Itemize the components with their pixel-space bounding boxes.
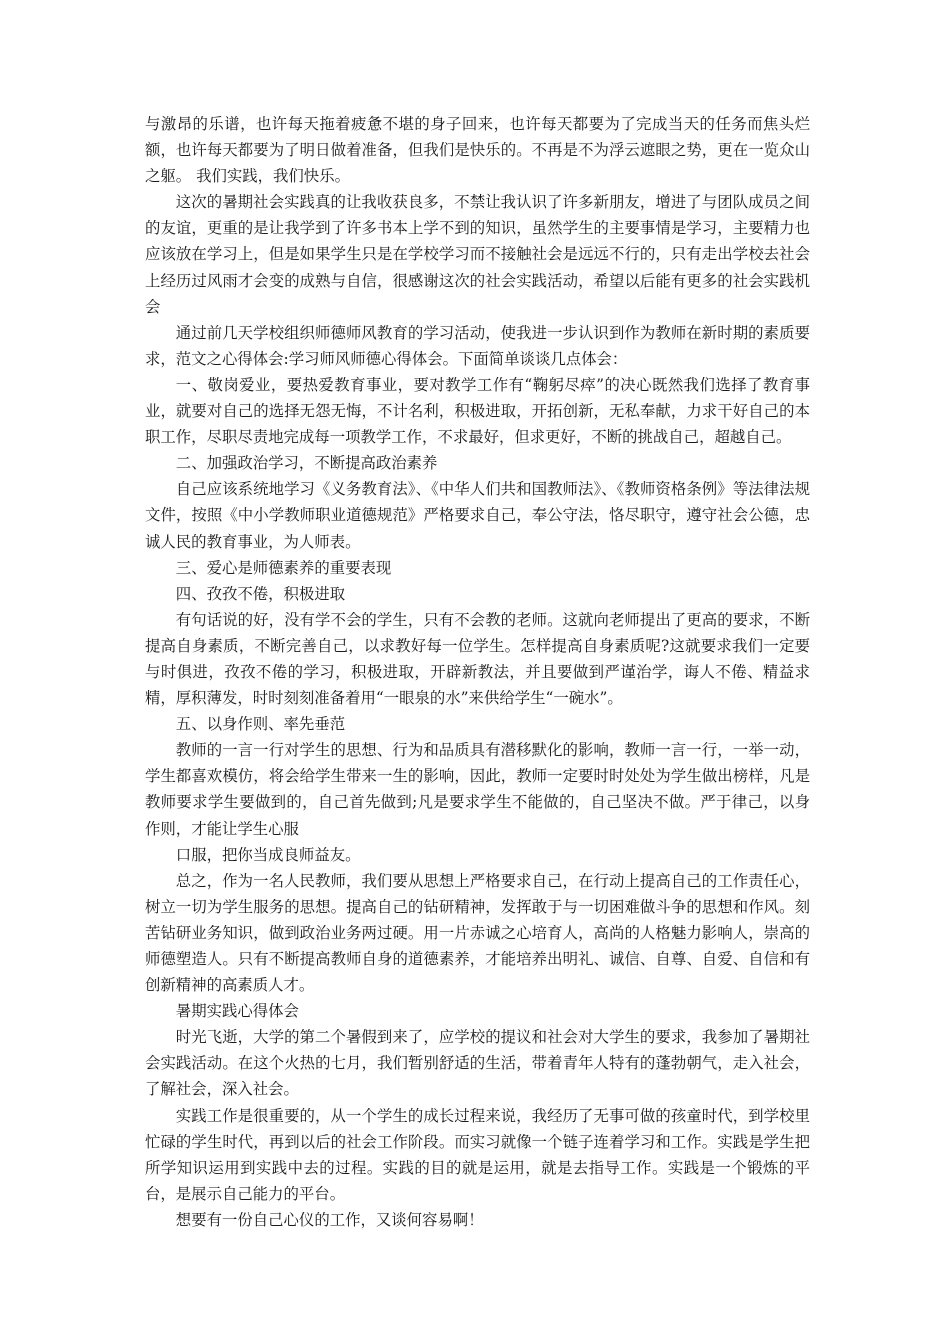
paragraph: 口服，把你当成良师益友。 [175,845,361,864]
paragraph: 时光飞逝，大学的第二个暑假到来了，应学校的提议和社会对大学生的要求，我参加了暑期社会实践活动。在这个火热的七月，我们暂别舒适的生活，带着青年人特有的蓬勃朝气，走入社会，了解社会，深入社会。 [145,1028,810,1099]
paragraph: 想要有一份自己心仪的工作，又谈何容易啊！ [175,1210,484,1229]
section-heading: 暑期实践心得体会 [175,1002,299,1021]
paragraph: 与激昂的乐谱，也许每天拖着疲惫不堪的身子回来，也许每天都要为了完成当天的任务而焦头烂额，也许每天都要为了明日做着准备，但我们是快乐的。不再是不为浮云遮眼之势，更在一览众山之躯。 我们实践，我们快乐。 [145,115,810,186]
paragraph: 自己应该系统地学习《义务教育法》、《中华人们共和国教师法》、《教师资格条例》等法律法规文件，按照《中小学教师职业道德规范》严格要求自己，奉公守法，恪尽职守，遵守社会公德，忠诚人民的教育事业，为人师表。 [145,480,810,551]
paragraph: 这次的暑期社会实践真的让我收获良多，不禁让我认识了许多新朋友，增进了与团队成员之间的友谊，更重的是让我学到了许多书本上学不到的知识，虽然学生的主要事情是学习，主要精力也应该放在学习上，但是如果学生只是在学校学习而不接触社会是远远不行的，只有走出学校去社会上经历过风雨才会变的成熟与自信，很感谢这次的社会实践活动，希望以后能有更多的社会实践机会 [145,193,810,316]
document-body [145,111,810,1233]
paragraph: 一、敬岗爱业，要热爱教育事业，要对教学工作有“鞠躬尽瘁”的决心既然我们选择了教育事业，就要对自己的选择无怨无悔，不计名利，积极进取，开拓创新，无私奉献，力求干好自己的本职工作，尽职尽责地完成每一项教学工作，不求最好，但求更好，不断的挑战自己，超越自己。 [145,375,810,447]
paragraph: 有句话说的好，没有学不会的学生，只有不会教的老师。这就向老师提出了更高的要求，不断提高自身素质，不断完善自己，以求教好每一位学生。怎样提高自身素质呢?这就要求我们一定要与时俱进，孜孜不倦的学习，积极进取，开辟新教法，并且要做到严谨治学，诲人不倦、精益求精，厚积薄发，时时刻刻准备着用“一眼泉的水”来供给学生“一碗水”。 [145,610,810,708]
paragraph: 总之，作为一名人民教师，我们要从思想上严格要求自己，在行动上提高自己的工作责任心，树立一切为学生服务的思想。提高自己的钻研精神，发挥敢于与一切困难做斗争的思想和作风。刻苦钻研业务知识，做到政治业务两过硬。用一片赤诚之心培育人，高尚的人格魅力影响人，崇高的师德塑造人。只有不断提高教师自身的道德素养，才能培养出明礼、诚信、自尊、自爱、自信和有创新精神的高素质人才。 [145,871,810,995]
section-heading: 三、爱心是师德素养的重要表现 [175,558,392,577]
paragraph: 实践工作是很重要的，从一个学生的成长过程来说，我经历了无事可做的孩童时代，到学校里忙碌的学生时代，再到以后的社会工作阶段。而实习就像一个链子连着学习和工作。实践是学生把所学知识运用到实践中去的过程。实践的目的就是运用，就是去指导工作。实践是一个锻炼的平台，是展示自己能力的平台。 [145,1106,810,1203]
paragraph: 教师的一言一行对学生的思想、行为和品质具有潜移默化的影响，教师一言一行，一举一动，学生都喜欢模仿，将会给学生带来一生的影响，因此，教师一定要时时处处为学生做出榜样，凡是教师要求学生要做到的，自己首先做到;凡是要求学生不能做的，自己坚决不做。严于律己，以身作则，才能让学生心服 [145,741,810,838]
paragraph: 通过前几天学校组织师德师风教育的学习活动，使我进一步认识到作为教师在新时期的素质要求，范文之心得体会:学习师风师德心得体会。下面简单谈谈几点体会： [145,323,810,368]
section-heading: 四、孜孜不倦，积极进取 [175,584,346,603]
section-heading: 二、加强政治学习，不断提高政治素养 [175,454,438,473]
section-heading: 五、以身作则、率先垂范 [175,715,346,734]
